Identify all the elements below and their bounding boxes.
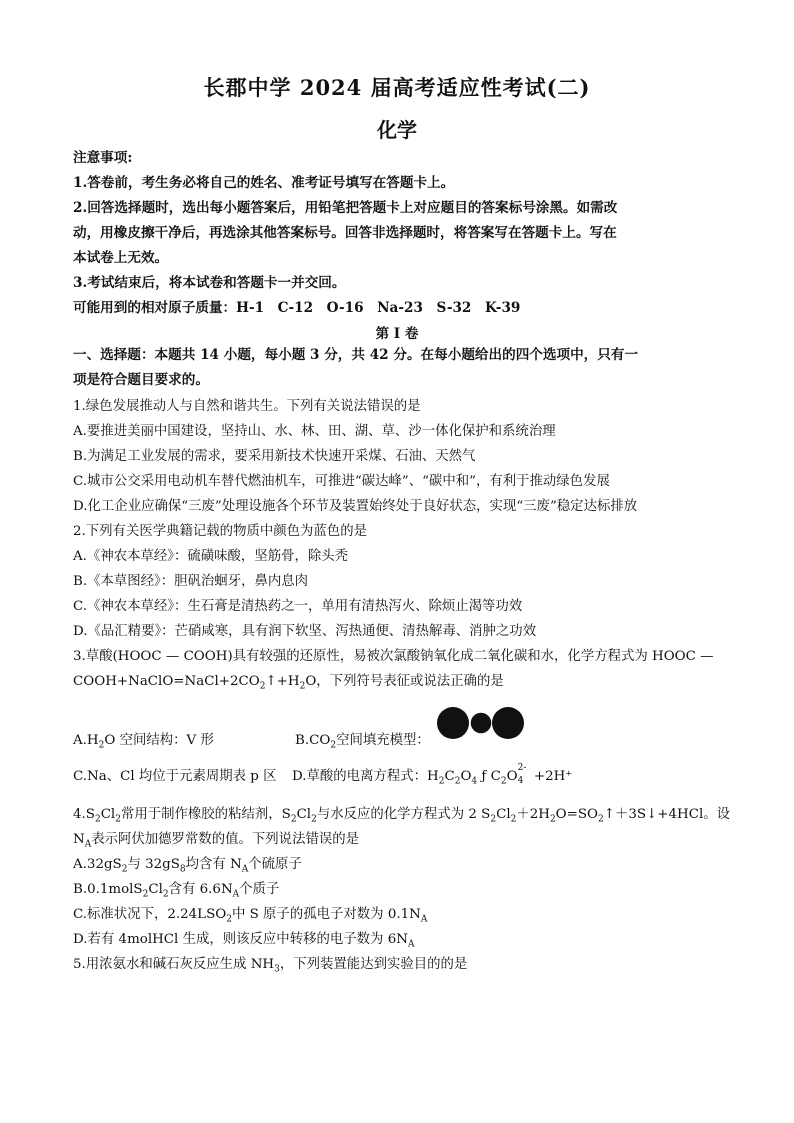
- note-2b: 动，用橡皮擦干净后，再选涂其他答案标号。回答非选择题时，将答案写在答题卡上。写在: [73, 225, 617, 241]
- q4-s6: 2: [510, 814, 517, 825]
- q3-a-pre: A.H: [73, 733, 99, 748]
- q3-stem-b: [73, 669, 504, 700]
- q4-c1: C.标准状况下，2.24LSO: [73, 907, 227, 922]
- q4-t6: Cl: [496, 807, 511, 822]
- q3-d-s3: 4: [471, 776, 478, 787]
- q4-t9: ↑＋3S↓+4HCl。设: [603, 807, 731, 822]
- q3-stem-a: 3.草酸(HOOC — COOH)具有较强的还原性，易被次氯酸钠氧化成二氧化碳和水，化学方程式为 HOOC —: [73, 649, 714, 664]
- note-2c: 本试卷上无效。: [73, 250, 169, 266]
- note-2a: 2.回答选择题时，选出每小题答案后，用铅笔把答题卡上对应题目的答案标号涂黑。如需改: [73, 200, 618, 216]
- q4-bb4: 个质子: [239, 882, 280, 897]
- atomic-masses: 可能用到的相对原子质量：H-1 C-12 O-16 Na-23 S-32 K-39: [73, 300, 521, 316]
- q3-sub2: 2: [299, 681, 306, 692]
- q2-option-a: A.《神农本草经》：硫磺味酸，坚筋骨，除头秃: [73, 549, 349, 564]
- co2-space-filling-model-icon: [436, 706, 526, 740]
- notes-block: [73, 146, 723, 321]
- q3-d-supsub: [517, 762, 530, 786]
- q4-b2: 表示阿伏加德罗常数的值。下列说法错误的是: [91, 832, 360, 847]
- section-intro-b: 项是符合题目要求的。: [73, 372, 209, 388]
- q3-b-pre: B.CO: [295, 733, 331, 748]
- q5-s1: 3: [274, 964, 280, 975]
- section-intro-a: 一、选择题：本题共 14 小题，每小题 3 分，共 42 分。在每小题给出的四个选项中，只有一: [73, 347, 639, 363]
- q4-a3: 均含有 N: [185, 857, 242, 872]
- section-title: 第 I 卷: [375, 326, 419, 342]
- section-intro: [73, 343, 723, 393]
- q2-option-b: B.《本草图经》：胆矾治蛔牙，鼻内息肉: [73, 574, 309, 589]
- q4-s7: 2: [549, 814, 556, 825]
- q3-a-post: O 空间结构：V 形: [104, 733, 214, 748]
- q4-s2: 2: [115, 814, 121, 825]
- q4-t4: Cl: [296, 807, 312, 822]
- note-1: 1.答卷前，考生务必将自己的姓名、准考证号填写在答题卡上。: [73, 175, 455, 191]
- q4-ds1: A: [407, 939, 415, 950]
- q3-stem-b-mid: ↑+H: [265, 674, 300, 689]
- q4-d1: D.若有 4molHCl 生成，则该反应中转移的电子数为 6N: [73, 932, 408, 947]
- q1-option-a: A.要推进美丽中国建设，坚持山、水、林、田、湖、草、沙一体化保护和系统治理: [73, 424, 556, 439]
- q4-as3: A: [241, 864, 249, 875]
- q4-a2: 与 32gS: [127, 857, 180, 872]
- q5-t2: ，下列装置能达到实验目的的是: [279, 957, 468, 972]
- q3-a-sub: 2: [98, 740, 105, 751]
- q3-b-post: 空间填充模型：: [336, 733, 430, 748]
- q4-as1: 2: [121, 864, 128, 875]
- q1-stem: 1.绿色发展推动人与自然和谐共生。下列有关说法错误的是: [73, 399, 421, 414]
- q3-d-s2: 2: [454, 776, 461, 787]
- q3-b-sub: 2: [330, 740, 337, 751]
- q1-option-c: C.城市公交采用电动机车替代燃油机车，可推进“碳达峰”、“碳中和”，有利于推动绿色发展: [73, 474, 610, 489]
- q3-d-s1: 2: [438, 776, 445, 787]
- note-3: 3.考试结束后，将本试卷和答题卡一并交回。: [73, 275, 346, 291]
- q3-stem-b-post: O，下列符号表征或说法正确的是: [305, 674, 504, 689]
- q4-t7: ＋2H: [516, 807, 550, 822]
- q2-option-c: C.《神农本草经》：生石膏是清热药之一，单用有清热泻火、除烦止渴等功效: [73, 599, 523, 614]
- q3-sub: 2: [259, 681, 266, 692]
- q4-c2: 中 S 原子的孤电子对数为 0.1N: [231, 907, 421, 922]
- q2-stem: 2.下列有关医学典籍记载的物质中颜色为蓝色的是: [73, 524, 367, 539]
- q3-d-post: +2H⁺: [529, 769, 573, 784]
- q3-d-s4: 2: [500, 776, 507, 787]
- q3-d-sup5: 2-: [517, 762, 527, 773]
- q4-s3: 2: [290, 814, 297, 825]
- q4-t5: 与水反应的化学方程式为 2 S: [316, 807, 491, 822]
- q4-as2: 8: [179, 864, 186, 875]
- q5-t1: 5.用浓氨水和碱石灰反应生成 NH: [73, 957, 275, 972]
- q4-bb1: B.0.1molS: [73, 882, 143, 897]
- q4-s1: 2: [94, 814, 101, 825]
- q4-s8: 2: [598, 814, 604, 825]
- q3-d-s5: 4: [517, 775, 524, 786]
- q2-option-d: D.《品汇精要》：芒硝咸寒，具有润下软坚、泻热通便、清热解毒、消肿之功效: [73, 624, 537, 639]
- q3-option-c: C.Na、Cl 均位于元素周期表 p 区: [73, 769, 277, 784]
- q3-option-d: [292, 762, 573, 787]
- q4-t8: O=SO: [555, 807, 599, 822]
- q4-a4: 个硫原子: [248, 857, 302, 872]
- q3-option-b: [295, 729, 430, 751]
- q4-bbs3: A: [232, 889, 240, 900]
- q4-bb3: 含有 6.6N: [168, 882, 233, 897]
- exam-title: 长郡中学 2024 届高考适应性考试(二): [203, 75, 591, 100]
- q4-bbs1: 2: [142, 889, 149, 900]
- q4-t3: 常用于制作橡胶的粘结剂，S: [120, 807, 291, 822]
- q4-cs2: A: [420, 914, 428, 925]
- q4-a1: A.32gS: [73, 857, 122, 872]
- q1-option-b: B.为满足工业发展的需求，要采用新技术快速开采煤、石油、天然气: [73, 449, 476, 464]
- q4-t1: 4.S: [73, 807, 95, 822]
- q4-bbs2: 2: [162, 889, 169, 900]
- q3-d-m3: O: [506, 769, 518, 784]
- q3-option-a: [73, 729, 214, 751]
- q5-stem: [73, 952, 467, 983]
- q3-d-m2: O: [460, 769, 472, 784]
- q1-option-d: D.化工企业应确保“三废”处理设施各个环节及装置始终处于良好状态，实现“三废”稳定达标排放: [73, 499, 638, 514]
- q3-d-m1: C: [444, 769, 455, 784]
- q4-bs1: A: [84, 839, 92, 850]
- q3-d-arrow: ƒ C: [477, 769, 501, 784]
- q4-s4: 2: [311, 814, 317, 825]
- q4-s5: 2: [490, 814, 497, 825]
- subject-title: 化学: [377, 118, 417, 142]
- q4-cs1: 2: [226, 914, 232, 925]
- notes-heading: 注意事项:: [73, 150, 133, 166]
- q4-b1: N: [73, 832, 85, 847]
- q3-d-pre: D.草酸的电离方程式：H: [292, 769, 439, 784]
- q4-t2: Cl: [100, 807, 116, 822]
- q4-bb2: Cl: [148, 882, 163, 897]
- q3-stem-b-text: COOH+NaClO=NaCl+2CO: [73, 674, 260, 689]
